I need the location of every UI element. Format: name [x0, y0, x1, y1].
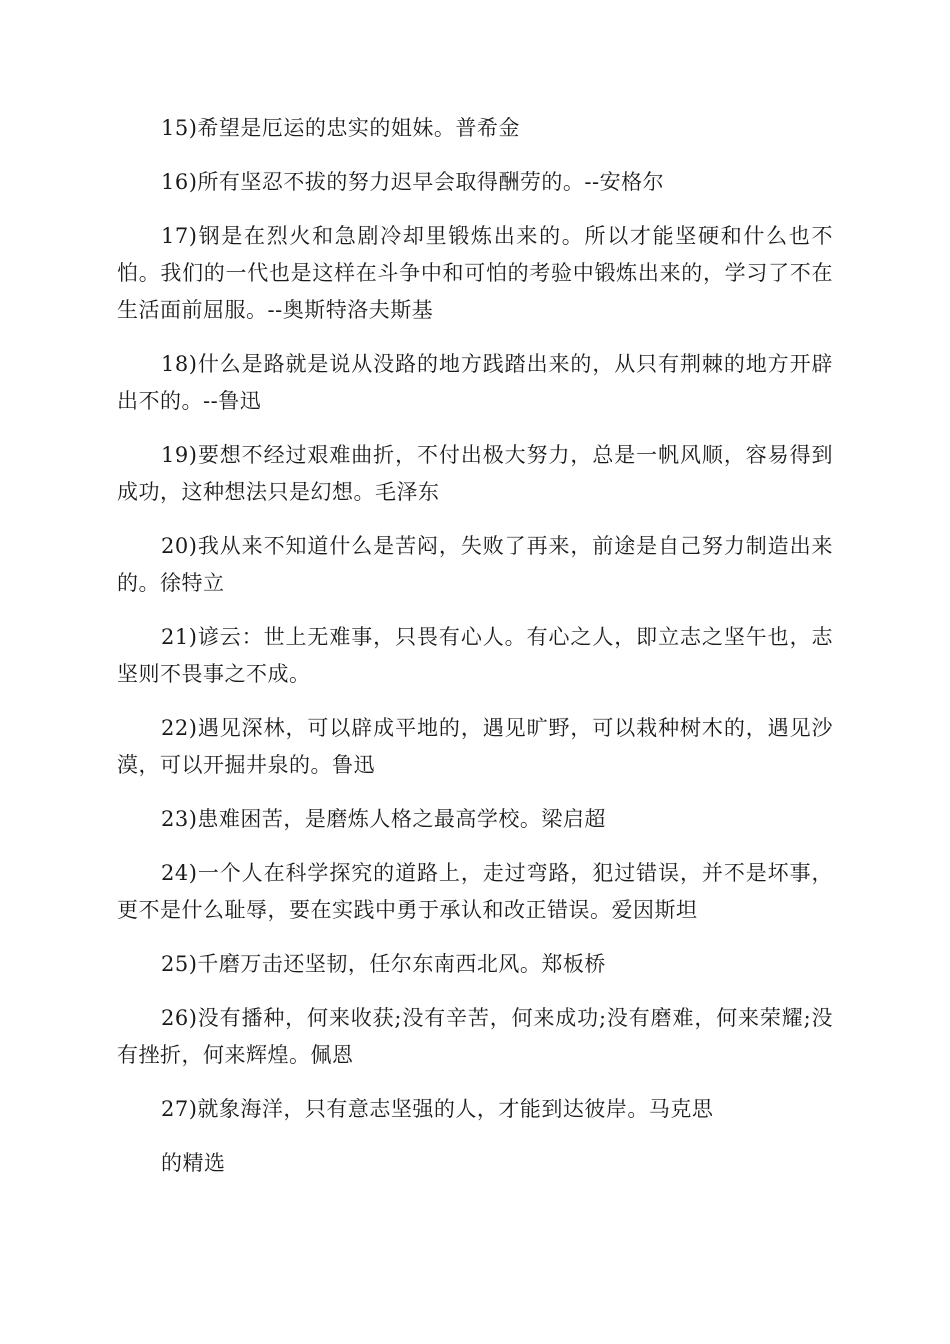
quote-paragraph-17: 17)钢是在烈火和急剧冷却里锻炼出来的。所以才能坚硬和什么也不怕。我们的一代也是这样在斗争中和可怕的考验中锻炼出来的，学习了不在生活面前屈服。--奥斯特洛夫斯基	[117, 224, 833, 322]
quote-paragraph-26: 26)没有播种，何来收获;没有辛苦，何来成功;没有磨难，何来荣耀;没有挫折，何来辉煌。佩恩	[117, 1006, 833, 1067]
quote-paragraph-23: 23)患难困苦，是磨炼人格之最高学校。梁启超	[161, 807, 606, 831]
quote-paragraph-15: 15)希望是厄运的忠实的姐妹。普希金	[161, 116, 520, 140]
quote-paragraph-16: 16)所有坚忍不拔的努力迟早会取得酬劳的。--安格尔	[161, 170, 665, 194]
quote-paragraph-18: 18)什么是路就是说从没路的地方践踏出来的，从只有荆棘的地方开辟出不的。--鲁迅	[117, 352, 833, 413]
quote-paragraph-20: 20)我从来不知道什么是苦闷，失败了再来，前途是自己努力制造出来的。徐特立	[117, 534, 833, 595]
quote-paragraph-27: 27)就象海洋，只有意志坚强的人，才能到达彼岸。马克思	[161, 1097, 714, 1121]
document-body	[117, 110, 833, 1199]
quote-paragraph-19: 19)要想不经过艰难曲折，不付出极大努力，总是一帆风顺，容易得到成功，这种想法只是幻想。毛泽东	[117, 443, 833, 504]
closing-line: 的精选	[161, 1151, 226, 1175]
quote-paragraph-25: 25)千磨万击还坚韧，任尔东南西北风。郑板桥	[161, 952, 606, 976]
quote-paragraph-22: 22)遇见深林，可以辟成平地的，遇见旷野，可以栽种树木的，遇见沙漠，可以开掘井泉的。鲁迅	[117, 716, 833, 777]
quote-paragraph-24: 24)一个人在科学探究的道路上，走过弯路，犯过错误，并不是坏事，更不是什么耻辱，要在实践中勇于承认和改正错误。爱因斯坦	[117, 861, 833, 922]
quote-paragraph-21: 21)谚云：世上无难事，只畏有心人。有心之人，即立志之坚午也，志坚则不畏事之不成。	[117, 625, 833, 686]
